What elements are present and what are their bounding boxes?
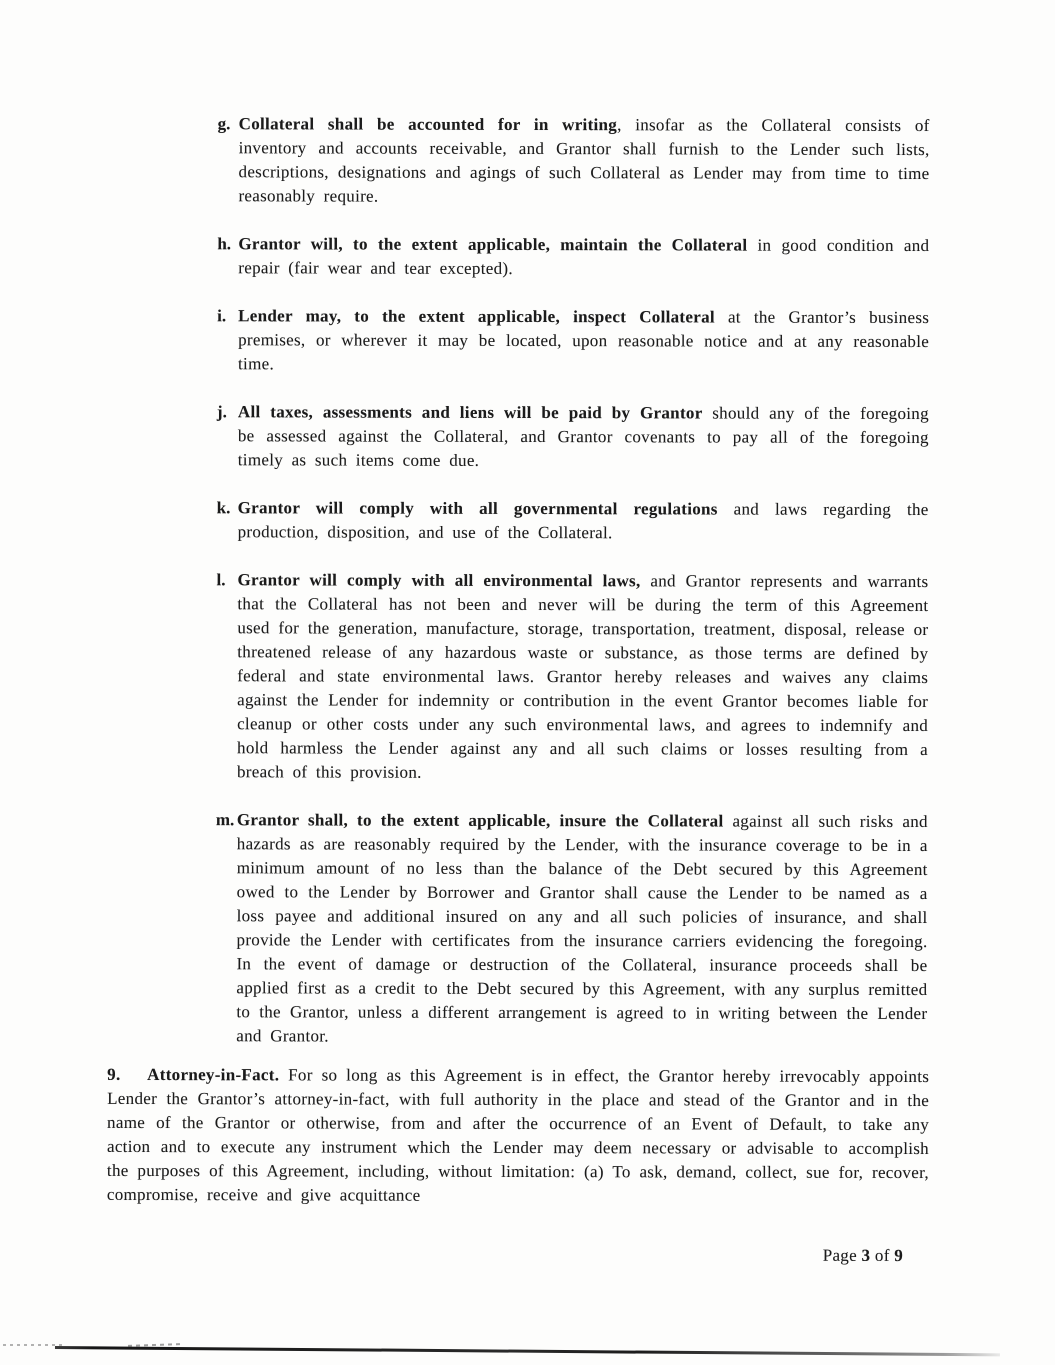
clause-k (217, 496, 929, 546)
footer-word-page: Page (822, 1245, 857, 1265)
page-number-footer (823, 1244, 903, 1268)
clause-i (217, 304, 929, 378)
clause-body-text: at the Grantor’s business premises, or wherever it may be located, upon reasonable notice and at any reasonable time. (238, 307, 930, 374)
clause-text (238, 400, 929, 474)
clause-label: g. (217, 114, 231, 134)
clause-lead: Grantor will comply with all governmental regulations (237, 498, 718, 519)
clause-text (238, 496, 929, 546)
section-title: Attorney-in-Fact. (147, 1065, 280, 1085)
clause-text (238, 112, 929, 210)
clause-lead: Grantor will, to the extent applicable, maintain the Collateral (238, 234, 748, 255)
clause-text (238, 232, 929, 282)
clause-m (215, 808, 928, 1050)
clause-h (217, 232, 929, 282)
clause-lead: Collateral shall be accounted for in writing (238, 114, 618, 135)
clause-j (217, 400, 929, 474)
clause-text (238, 304, 929, 378)
clause-lead: Lender may, to the extent applicable, inspect Collateral (238, 306, 715, 327)
clause-label: h. (217, 234, 232, 254)
clause-g (217, 112, 929, 210)
clause-lead: All taxes, assessments and liens will be paid by Grantor (237, 402, 703, 423)
clause-text (236, 808, 928, 1050)
clause-body-text: in good condition and repair (fair wear and tear excepted). (238, 235, 930, 278)
clause-text (237, 568, 929, 786)
clause-lead: Grantor shall, to the extent applicable, insure the Collateral (236, 810, 724, 831)
clause-body-text: against all such risks and hazards as are reasonably required by the Lender, with the insurance coverage to be in a minimum amount of no less than the balance of the Debt secured by this Agreement owed to the Lender by Borrower and Grantor shall cause the Lender to be named as a loss payee and additional insured on any and all such policies of insurance, and shall provide the Lender with certificates from the insurance carriers evidencing the foregoing. In the event of damage or destruction of the Collateral, insurance proceeds shall be applied first as a credit to the Debt secured by this Agreement, with any surplus remitted to the Grantor, unless a different arrangement is agreed to in writing between the Lender and Grantor. (236, 811, 928, 1046)
section-number: 9. (107, 1064, 121, 1084)
clause-l (216, 568, 929, 786)
clause-lead: Grantor will comply with all environmental laws, (237, 570, 641, 591)
clause-label: m. (215, 810, 235, 830)
clause-list (215, 112, 930, 1074)
clause-label: j. (216, 402, 227, 422)
clause-body-text: should any of the foregoing be assessed against the Collateral, and Grantor covenants to pay all of the foregoing timely as such items come due. (237, 403, 929, 470)
footer-page-total: 9 (894, 1245, 904, 1265)
clause-body-text: , insofar as the Collateral consists of inventory and accounts receivable, and Grantor shall furnish to the Lender such lists, descriptions, designations and agings of such Collateral as Lender may from time to time reasonably require. (238, 115, 930, 206)
footer-page-num: 3 (861, 1245, 871, 1265)
scan-edge-line-artifact (55, 1346, 1000, 1356)
section-paragraph (107, 1063, 929, 1209)
clause-body-text: and laws regarding the production, disposition, and use of the Collateral. (237, 499, 929, 543)
clause-label: k. (216, 498, 231, 518)
footer-word-of: of (874, 1245, 890, 1265)
section-attorney-in-fact (107, 1063, 929, 1209)
section-body-text: For so long as this Agreement is in effect, the Grantor hereby irrevocably appoints Lender the Grantor’s attorney-in-fact, with full authority in the place and stead of the Grantor and in the name of the Grantor or otherwise, from and after the occurrence of an Event of Default, to take any action and to execute any instrument which the Lender may deem necessary or advisable to accomplish the purposes of this Agreement, including, without limitation: (a) To ask, demand, collect, sue for, recover, compromise, receive and give acquittance (106, 1065, 930, 1205)
clause-body-text: and Grantor represents and warrants that the Collateral has not been and never will be during the term of this Agreement used for the generation, manufacture, storage, transportation, treatment, disposal, release or threatened release of any hazardous waste or substance, as those terms are defined by federal and state environmental laws. Grantor hereby releases and waives any claims against the Lender for indemnity or contribution in the event Grantor becomes liable for cleanup or other costs under any such environmental laws, and agrees to indemnify and hold harmless the Lender against any and all such claims or losses resulting from a breach of this provision. (236, 571, 929, 782)
clause-label: i. (217, 306, 227, 326)
clause-label: l. (216, 570, 226, 590)
